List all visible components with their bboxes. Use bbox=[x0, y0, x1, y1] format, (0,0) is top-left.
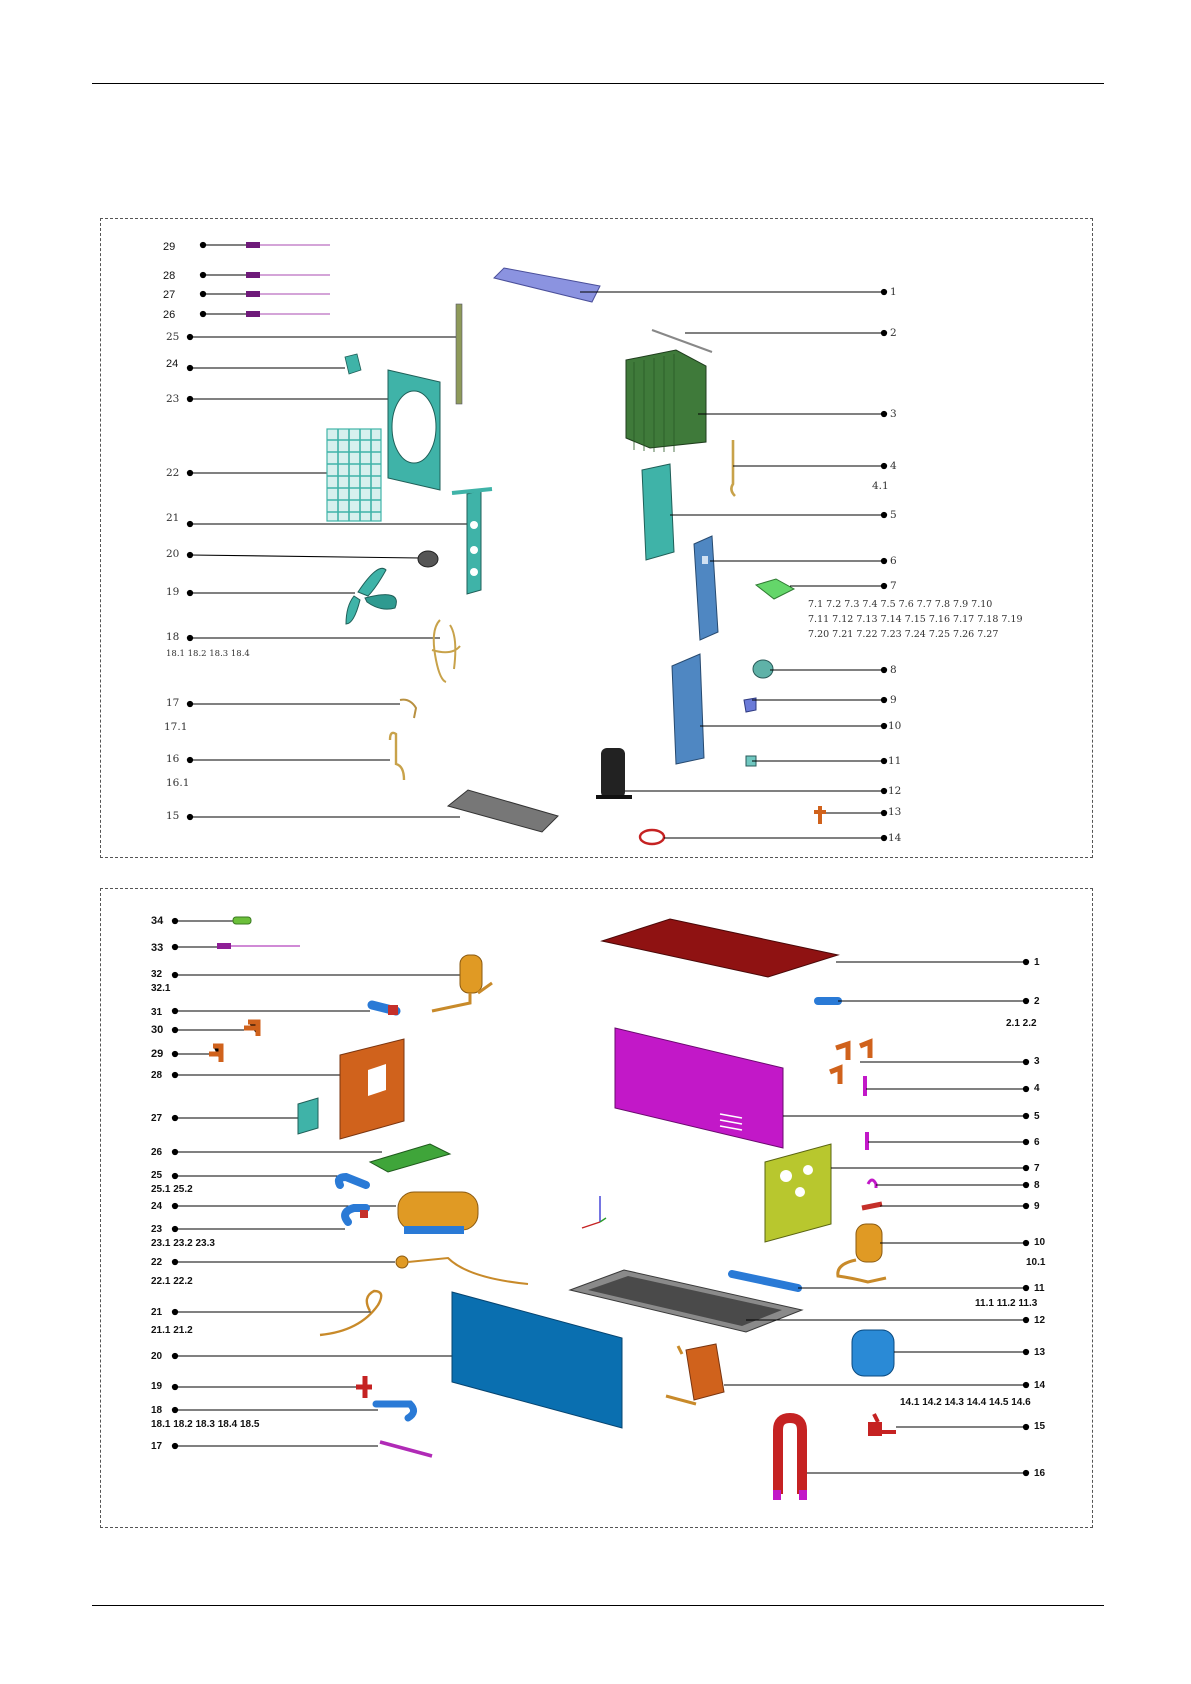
label-b-14: 14 bbox=[1034, 1380, 1046, 1391]
label-a-18-sub: 18.1 18.2 18.3 18.4 bbox=[166, 649, 250, 659]
label-a-12: 12 bbox=[888, 785, 902, 797]
label-a-16-1: 16.1 bbox=[166, 777, 190, 789]
label-b-18: 18 bbox=[151, 1405, 163, 1416]
label-b-12: 12 bbox=[1034, 1315, 1046, 1326]
label-b-28: 28 bbox=[151, 1070, 163, 1081]
label-a-7-sub-3: 7.20 7.21 7.22 7.23 7.24 7.25 7.26 7.27 bbox=[808, 629, 999, 640]
label-b-25: 25 bbox=[151, 1170, 163, 1181]
label-b-34: 34 bbox=[151, 915, 164, 927]
label-a-26: 26 bbox=[163, 309, 176, 321]
label-a-4-1: 4.1 bbox=[872, 480, 889, 492]
label-a-23: 23 bbox=[166, 393, 180, 405]
label-b-32-1: 32.1 bbox=[151, 983, 171, 994]
label-b-11: 11 bbox=[1034, 1283, 1045, 1294]
label-a-21: 21 bbox=[166, 512, 180, 524]
label-a-27: 27 bbox=[163, 289, 176, 301]
label-b-5: 5 bbox=[1034, 1111, 1040, 1122]
label-b-15: 15 bbox=[1034, 1421, 1046, 1432]
label-a-16: 16 bbox=[166, 753, 180, 765]
label-a-7-sub-2: 7.11 7.12 7.13 7.14 7.15 7.16 7.17 7.18 7.19 bbox=[808, 614, 1023, 625]
label-b-17: 17 bbox=[151, 1441, 163, 1452]
label-a-24: 24 bbox=[166, 358, 179, 370]
label-b-19: 19 bbox=[151, 1381, 163, 1392]
label-b-23-sub: 23.1 23.2 23.3 bbox=[151, 1238, 215, 1249]
label-b-1: 1 bbox=[1034, 957, 1040, 968]
label-a-18: 18 bbox=[166, 631, 180, 643]
label-a-22: 22 bbox=[166, 467, 180, 479]
label-b-2: 2 bbox=[1034, 996, 1040, 1007]
label-b-22-sub: 22.1 22.2 bbox=[151, 1276, 193, 1287]
label-b-21: 21 bbox=[151, 1307, 163, 1318]
label-b-26: 26 bbox=[151, 1147, 163, 1158]
label-a-7-sub-1: 7.1 7.2 7.3 7.4 7.5 7.6 7.7 7.8 7.9 7.10 bbox=[808, 599, 993, 610]
label-a-5: 5 bbox=[890, 509, 897, 521]
label-a-2: 2 bbox=[890, 327, 897, 339]
label-b-32: 32 bbox=[151, 969, 163, 980]
label-b-14-sub: 14.1 14.2 14.3 14.4 14.5 14.6 bbox=[900, 1397, 1031, 1408]
label-b-33: 33 bbox=[151, 942, 164, 954]
label-b-23: 23 bbox=[151, 1224, 163, 1235]
label-a-10: 10 bbox=[888, 720, 902, 732]
label-b-31: 31 bbox=[151, 1007, 163, 1018]
label-b-7: 7 bbox=[1034, 1163, 1040, 1174]
label-b-9: 9 bbox=[1034, 1201, 1040, 1212]
label-b-6: 6 bbox=[1034, 1137, 1040, 1148]
label-a-7: 7 bbox=[890, 580, 897, 592]
label-b-13: 13 bbox=[1034, 1347, 1046, 1358]
label-b-30: 30 bbox=[151, 1024, 164, 1036]
label-a-6: 6 bbox=[890, 555, 897, 567]
label-b-2-sub: 2.1 2.2 bbox=[1006, 1018, 1037, 1029]
label-a-20: 20 bbox=[166, 548, 180, 560]
label-a-17: 17 bbox=[166, 697, 180, 709]
label-b-3: 3 bbox=[1034, 1056, 1040, 1067]
label-b-22: 22 bbox=[151, 1257, 163, 1268]
label-b-10: 10 bbox=[1034, 1237, 1046, 1248]
label-b-11-sub: 11.1 11.2 11.3 bbox=[975, 1298, 1038, 1309]
label-b-21-sub: 21.1 21.2 bbox=[151, 1325, 193, 1336]
label-a-9: 9 bbox=[890, 694, 897, 706]
label-a-19: 19 bbox=[166, 586, 180, 598]
label-b-20: 20 bbox=[151, 1351, 163, 1362]
label-b-29: 29 bbox=[151, 1048, 164, 1060]
label-b-24: 24 bbox=[151, 1201, 163, 1212]
label-a-14: 14 bbox=[888, 832, 902, 844]
label-b-8: 8 bbox=[1034, 1180, 1040, 1191]
label-a-13: 13 bbox=[888, 806, 902, 818]
label-b-10-1: 10.1 bbox=[1026, 1257, 1046, 1268]
label-a-3: 3 bbox=[890, 408, 897, 420]
label-a-15: 15 bbox=[166, 810, 180, 822]
label-a-25: 25 bbox=[166, 331, 180, 343]
label-b-18-sub: 18.1 18.2 18.3 18.4 18.5 bbox=[151, 1419, 260, 1430]
label-b-16: 16 bbox=[1034, 1468, 1046, 1479]
label-b-25-sub: 25.1 25.2 bbox=[151, 1184, 193, 1195]
label-b-4: 4 bbox=[1034, 1083, 1040, 1094]
label-a-28: 28 bbox=[163, 270, 176, 282]
label-a-11: 11 bbox=[888, 755, 902, 767]
label-a-29: 29 bbox=[163, 241, 176, 253]
label-a-17-1: 17.1 bbox=[164, 721, 188, 733]
label-a-8: 8 bbox=[890, 664, 897, 676]
label-b-27: 27 bbox=[151, 1113, 163, 1124]
label-a-4: 4 bbox=[890, 460, 897, 472]
label-a-1: 1 bbox=[890, 286, 897, 298]
